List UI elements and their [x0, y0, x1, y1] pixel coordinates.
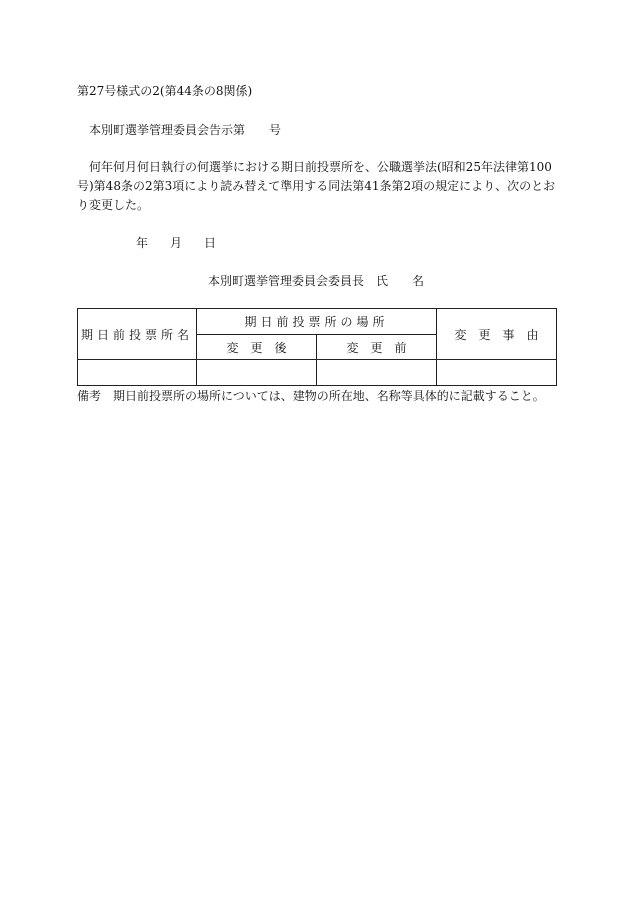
- date-day: 日: [204, 236, 217, 250]
- header-polling-station-location: 期日前投票所の場所: [197, 309, 437, 335]
- date-line: [136, 235, 216, 251]
- header-before-change: 変 更 前: [317, 335, 437, 360]
- header-polling-station-name: 期日前投票所名: [78, 309, 197, 360]
- form-number: 第27号様式の2(第44条の8関係): [77, 84, 253, 98]
- cell-name-empty: [78, 360, 197, 386]
- cell-before-empty: [317, 360, 437, 386]
- header-after-change: 変 更 後: [197, 335, 317, 360]
- date-year: 年: [136, 236, 149, 250]
- date-month: 月: [170, 236, 183, 250]
- header-change-reason: 変 更 事 由: [437, 309, 557, 360]
- signature-line: 本別町選挙管理委員会委員長 氏 名: [208, 274, 425, 288]
- remarks: 備考 期日前投票所の場所については、建物の所在地、名称等具体的に記載すること。: [77, 389, 545, 403]
- body-paragraph: 何年何月何日執行の何選挙における期日前投票所を、公職選挙法(昭和25年法律第100号)第48条の2第3項により読み替えて準用する同法第41条第2項の規定により、次のとおり変更した。: [77, 160, 556, 212]
- change-table: [77, 308, 557, 386]
- notice-title: 本別町選挙管理委員会告示第 号: [89, 123, 282, 137]
- cell-after-empty: [197, 360, 317, 386]
- cell-reason-empty: [437, 360, 557, 386]
